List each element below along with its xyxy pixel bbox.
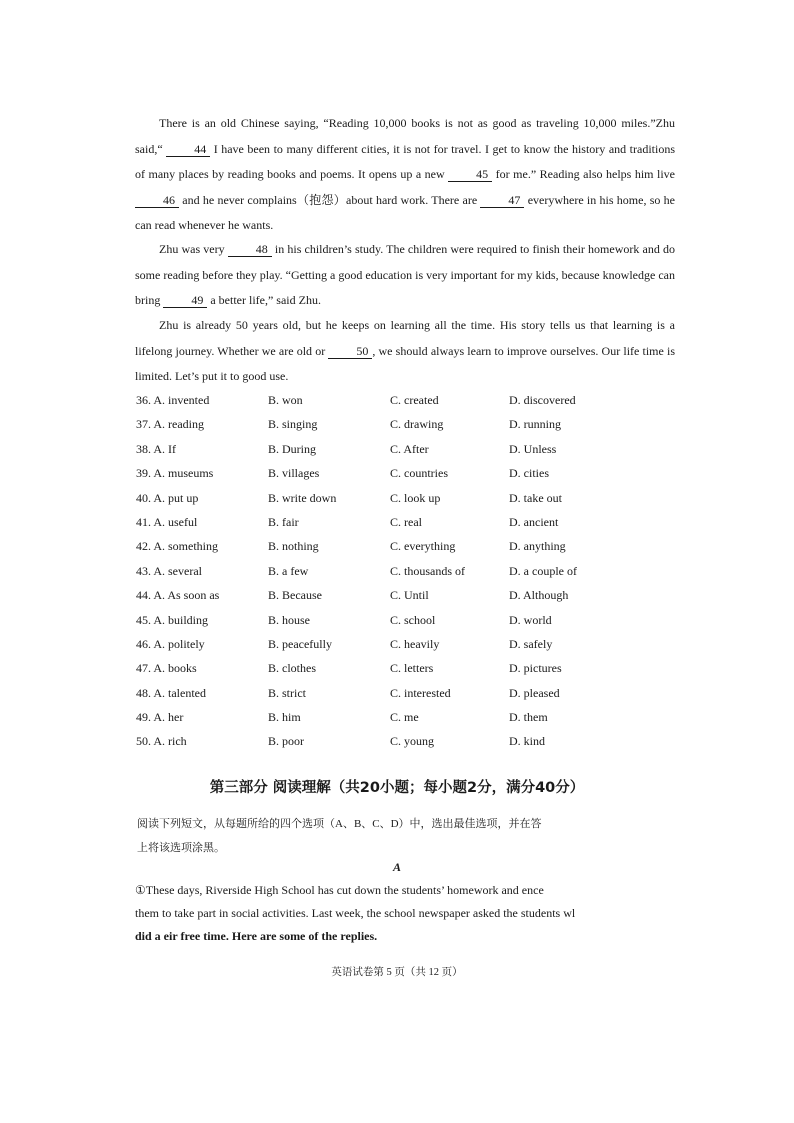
option-row: [136, 491, 696, 515]
option-a: 36. A. invented: [136, 393, 210, 407]
option-a: 42. A. something: [136, 539, 219, 554]
option-b: B. house: [268, 612, 310, 627]
option-b: B. strict: [268, 685, 306, 700]
option-b: B. write down: [268, 490, 337, 505]
option-d: D. pleased: [509, 685, 560, 700]
blank-49: 49: [163, 294, 207, 308]
option-c: C. letters: [390, 661, 434, 676]
option-c: C. interested: [390, 685, 451, 700]
option-d: D. cities: [509, 466, 549, 481]
answer-options-list: [136, 393, 696, 759]
option-b: B. singing: [268, 417, 318, 432]
option-b: B. During: [268, 441, 316, 456]
option-a: 37. A. reading: [136, 417, 204, 432]
option-row: [136, 417, 696, 441]
option-row: [136, 515, 696, 539]
option-b: B. clothes: [268, 661, 316, 676]
option-row: [136, 466, 696, 490]
blank-44: 44: [166, 143, 210, 157]
cloze-paragraph-3: [135, 313, 675, 390]
cloze-paragraph-2: [135, 237, 675, 314]
option-c: C. school: [390, 612, 436, 627]
option-row: [136, 661, 696, 685]
option-a: 45. A. building: [136, 612, 209, 627]
instruction-line: 上将该选项涂黑。: [137, 842, 225, 854]
option-d: D. running: [509, 417, 561, 432]
option-c: C. look up: [390, 490, 441, 505]
blank-48: 48: [228, 243, 272, 257]
section-title: 第三部分 阅读理解（共20小题；每小题2分，满分40分）: [209, 780, 585, 796]
text-run: in his children’s study. The children were required to finish their homework and do some reading before they play. “Getting a good education is very important for my kids, because knowledge can bring: [135, 242, 675, 307]
option-row: [136, 393, 696, 417]
option-c: C. created: [390, 393, 439, 407]
option-b: B. won: [268, 393, 303, 407]
passage-a: [135, 879, 680, 948]
option-b: B. poor: [268, 734, 304, 749]
option-d: D. anything: [509, 539, 566, 554]
option-c: C. thousands of: [390, 563, 465, 578]
option-b: B. nothing: [268, 539, 319, 554]
text-run: everywhere in his home, so he can read whenever he wants.: [135, 192, 675, 232]
option-row: [136, 564, 696, 588]
option-row: [136, 637, 696, 661]
option-b: B. villages: [268, 466, 320, 481]
option-a: 49. A. her: [136, 710, 184, 725]
option-c: C. heavily: [390, 636, 440, 651]
text-run: There is an old Chinese saying, “Reading 10,000 books is not as good as traveling 10,000 miles.”Zhu said,“: [135, 116, 675, 156]
blank-45: 45: [448, 168, 492, 182]
option-row: [136, 442, 696, 466]
option-c: C. real: [390, 514, 422, 529]
text-run: , we should always learn to improve ourselves. Our life time is limited. Let’s put it to good use.: [135, 343, 676, 383]
option-row: [136, 734, 696, 758]
option-a: 50. A. rich: [136, 734, 187, 749]
passage-line: them to take part in social activities. Last week, the school newspaper asked the students wl: [135, 906, 576, 920]
option-d: D. take out: [509, 490, 562, 505]
option-a: 39. A. museums: [136, 466, 214, 481]
option-d: D. pictures: [509, 661, 562, 676]
option-b: B. fair: [268, 514, 299, 529]
option-a: 43. A. several: [136, 563, 202, 578]
option-row: [136, 539, 696, 563]
passage-line: did a eir free time. Here are some of the replies.: [135, 929, 378, 943]
section-instructions: [137, 812, 682, 860]
option-d: D. kind: [509, 734, 545, 749]
option-d: D. safely: [509, 636, 553, 651]
option-b: B. a few: [268, 563, 309, 578]
blank-50: 50: [328, 345, 372, 359]
text-run: Zhu was very: [159, 242, 228, 256]
option-a: 48. A. talented: [136, 685, 206, 700]
option-row: [136, 588, 696, 612]
option-d: D. Unless: [509, 441, 557, 456]
option-a: 38. A. If: [136, 441, 176, 456]
option-c: C. countries: [390, 466, 448, 481]
option-b: B. him: [268, 710, 301, 725]
option-c: C. drawing: [390, 417, 444, 432]
option-d: D. Although: [509, 588, 569, 603]
option-row: [136, 686, 696, 710]
page-footer: 英语试卷第 5 页（共 12 页）: [331, 967, 463, 978]
option-a: 41. A. useful: [136, 514, 198, 529]
option-c: C. me: [390, 710, 419, 725]
option-c: C. After: [390, 441, 429, 456]
option-row: [136, 710, 696, 734]
option-b: B. Because: [268, 588, 322, 603]
option-b: B. peacefully: [268, 636, 332, 651]
passage-label: A: [392, 860, 401, 874]
option-d: D. ancient: [509, 514, 559, 529]
text-run: I have been to many different cities, it is not for travel. I get to know the history and traditions of many places by reading books and poems. It opens up a new: [135, 141, 675, 181]
option-a: 44. A. As soon as: [136, 588, 220, 603]
text-run: for me.” Reading also helps him live: [492, 167, 676, 181]
text-run: Zhu is already 50 years old, but he keeps on learning all the time. His story tells us that learning is a lifelong journey. Whether we are old or: [135, 318, 675, 358]
instruction-line: 阅读下列短文，从每题所给的四个选项（A、B、C、D）中，选出最佳选项，并在答: [137, 818, 542, 830]
option-a: 47. A. books: [136, 661, 197, 676]
option-c: C. young: [390, 734, 435, 749]
option-d: D. discovered: [509, 393, 576, 407]
option-row: [136, 613, 696, 637]
option-d: D. them: [509, 710, 548, 725]
option-a: 40. A. put up: [136, 490, 199, 505]
cloze-paragraph-1: [135, 111, 675, 239]
option-d: D. a couple of: [509, 563, 577, 578]
option-d: D. world: [509, 612, 552, 627]
text-run: a better life,” said Zhu.: [207, 293, 321, 307]
passage-line: ①These days, Riverside High School has cut down the students’ homework and ence: [135, 883, 544, 897]
blank-47: 47: [480, 194, 524, 208]
blank-46: 46: [135, 194, 179, 208]
option-c: C. Until: [390, 588, 429, 603]
text-run: and he never complains（抱怨）about hard work. There are: [179, 192, 481, 207]
option-a: 46. A. politely: [136, 636, 205, 651]
option-c: C. everything: [390, 539, 456, 554]
